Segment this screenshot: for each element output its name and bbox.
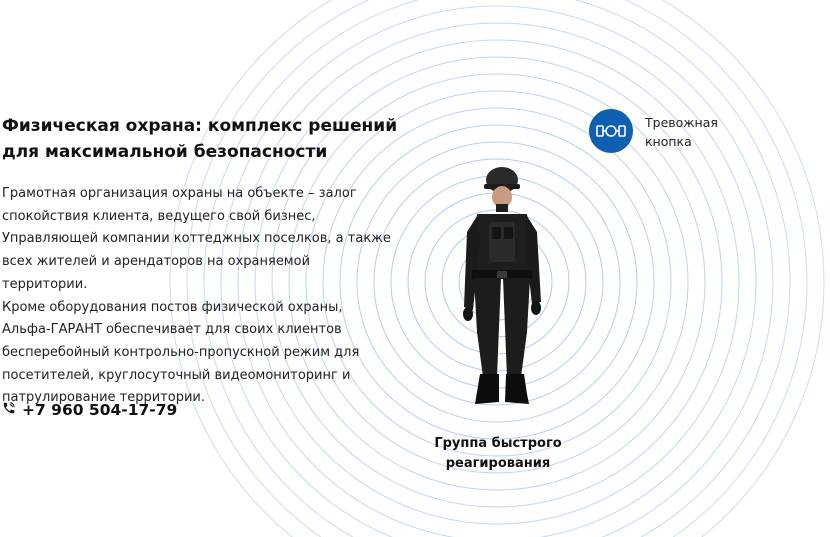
description-line: спокойствия клиента, ведущего свой бизнес, — [2, 208, 316, 224]
group-label-line: реагирования — [445, 456, 551, 471]
description-line: посетителей, круглосуточный видеомониторинг и — [2, 367, 351, 383]
group-label-line: Группа быстрого — [434, 436, 562, 451]
description-line: Альфа-ГАРАНТ обеспечивает для своих клиентов — [2, 322, 342, 338]
title-line: Физическая охрана: комплекс решений — [2, 116, 398, 136]
alarm-button-item[interactable] — [589, 109, 725, 153]
description-line: Кроме оборудования постов физической охраны, — [2, 299, 343, 315]
section-title — [2, 113, 412, 165]
description-line: всех жителей и арендаторов на охраняемой территории. — [2, 254, 311, 292]
phone-icon — [2, 401, 16, 419]
section-description — [2, 183, 397, 410]
description-line: Грамотная организация охраны на объекте – залог — [2, 186, 357, 201]
alarm-button-label — [645, 109, 725, 151]
title-line: для максимальной безопасности — [2, 142, 328, 162]
description-line: патрулирование территории. — [2, 390, 205, 406]
security-guard-image — [447, 162, 557, 412]
alarm-button-icon — [589, 109, 633, 153]
description-line: Управляющей компании коттеджных поселков, а также — [2, 231, 391, 247]
rapid-response-group-label — [418, 434, 578, 474]
phone-number: +7 960 504-17-79 — [22, 401, 178, 419]
phone-link[interactable] — [2, 401, 177, 419]
description-line: бесперебойный контрольно-пропускной режим для — [2, 344, 360, 360]
alarm-label-line: Тревожная — [645, 115, 718, 130]
alarm-label-line: кнопка — [645, 134, 692, 149]
